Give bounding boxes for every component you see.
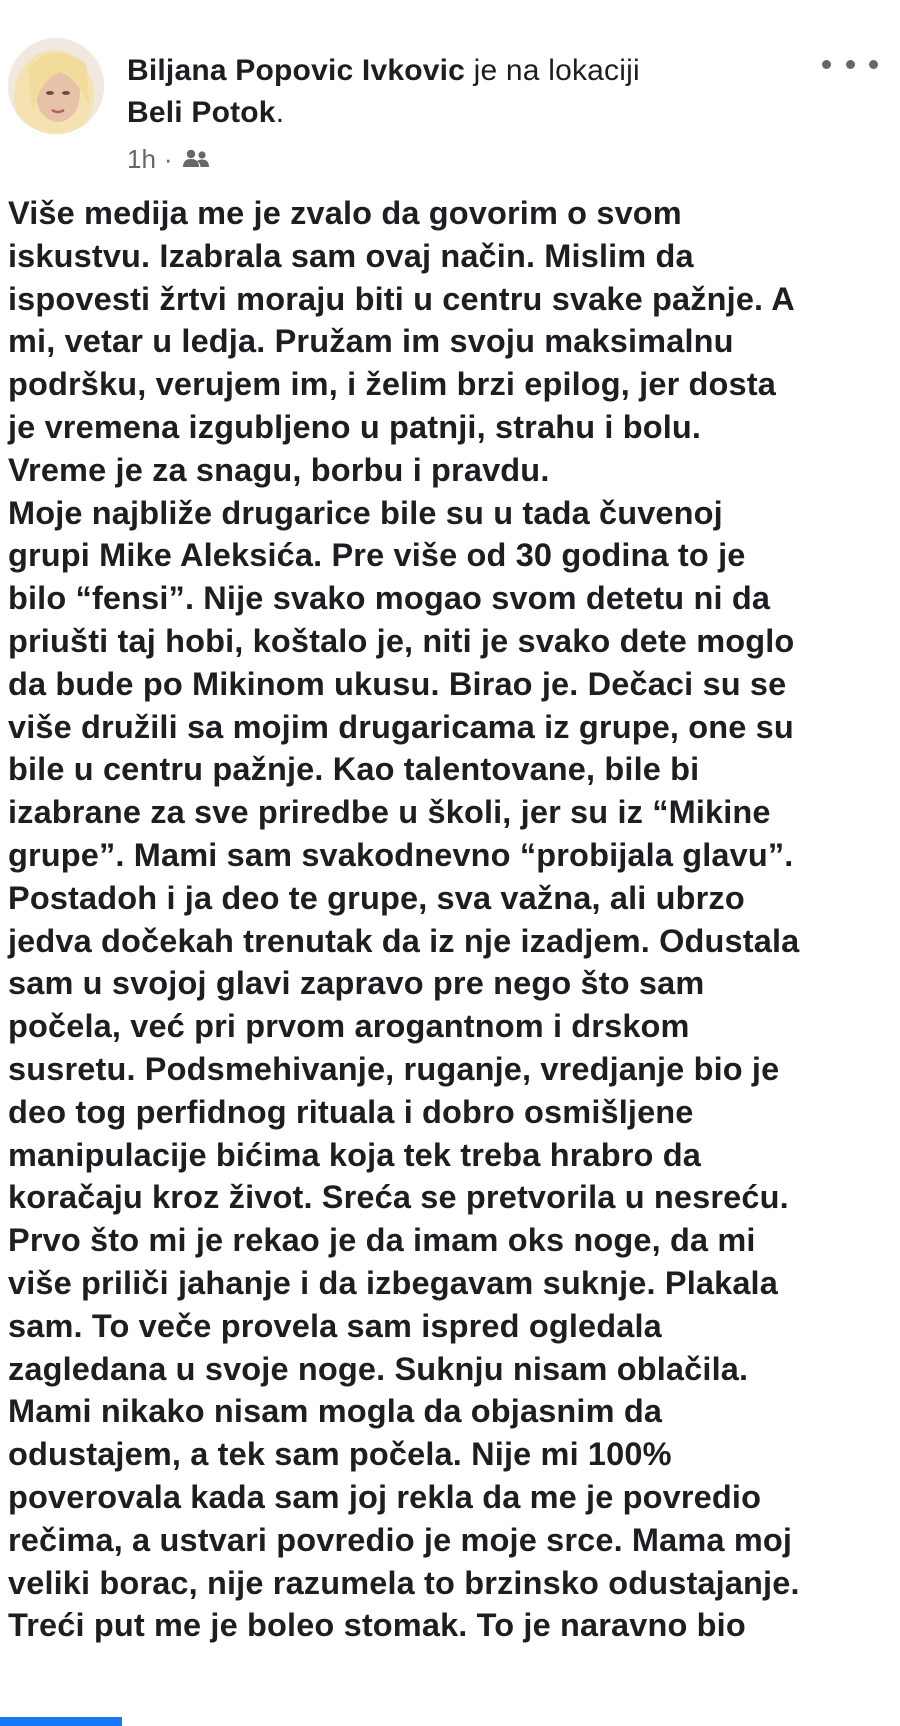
- location-prefix: je na lokaciji: [473, 54, 640, 87]
- post-text-line: podršku, verujem im, i želim brzi epilog, jer dosta: [8, 366, 776, 403]
- post-text-line: je vremena izgubljeno u patnji, strahu i bolu.: [8, 408, 702, 445]
- dot: [846, 60, 855, 69]
- post-text-line: Mami nikako nisam mogla da objasnim da: [8, 1393, 663, 1430]
- author-name[interactable]: Biljana Popovic Ivkovic: [127, 54, 466, 87]
- scroll-indicator: [0, 1717, 122, 1726]
- post-text-line: koračaju kroz život. Sreća se pretvorila u nesreću.: [8, 1179, 789, 1216]
- post-text-line: počela, već pri prvom arogantnom i drskom: [8, 1008, 690, 1045]
- post-text-line: bile u centru pažnje. Kao talentovane, bile bi: [8, 751, 700, 788]
- post-timestamp[interactable]: 1h: [127, 143, 156, 174]
- author-avatar[interactable]: [8, 38, 104, 134]
- more-dots-icon[interactable]: [822, 52, 878, 76]
- dot: [822, 60, 831, 69]
- post-text-line: mi, vetar u ledja. Pružam im svoju maksimalnu: [8, 323, 734, 360]
- post-text-line: Više medija me je zvalo da govorim o svom: [8, 195, 682, 231]
- post-text-line: bilo “fensi”. Nije svako mogao svom detetu ni da: [8, 580, 771, 617]
- post-text-line: grupe”. Mami sam svakodnevno “probijala glavu”.: [8, 836, 794, 873]
- post-author-line: [127, 50, 807, 134]
- post-text-line: Treći put me je boleo stomak. To je naravno bio: [8, 1607, 746, 1644]
- post-text-line: grupi Mike Aleksića. Pre više od 30 godina to je: [8, 537, 746, 574]
- post-body: [8, 192, 886, 1647]
- post-text-line: veliki borac, nije razumela to brzinsko odustajanje.: [8, 1564, 800, 1601]
- post-text-line: jedva dočekah trenutak da iz nje izadjem. Odustala: [8, 922, 800, 959]
- post-text-line: Postadoh i ja deo te grupe, sva važna, ali ubrzo: [8, 879, 745, 916]
- post-text-line: Vreme je za snagu, borbu i pravdu.: [8, 451, 550, 488]
- friends-icon[interactable]: [182, 148, 210, 170]
- post-text-line: izabrane za sve priredbe u školi, jer su iz “Mikine: [8, 794, 771, 831]
- post-text-line: više priliči jahanje i da izbegavam suknje. Plakala: [8, 1264, 778, 1301]
- post-text-line: manipulacije bićima koja tek treba hrabro da: [8, 1136, 701, 1173]
- post-text-line: Prvo što mi je rekao je da imam oks noge, da mi: [8, 1222, 756, 1259]
- post-text-line: ispovesti žrtvi moraju biti u centru svake pažnje. A: [8, 280, 795, 317]
- post-text-line: iskustvu. Izabrala sam ovaj način. Mislim da: [8, 237, 694, 274]
- location-name[interactable]: Beli Potok: [127, 96, 276, 129]
- avatar-photo: [8, 38, 104, 134]
- location-suffix: .: [275, 96, 285, 129]
- post-text-line: više družili sa mojim drugaricama iz grupe, one su: [8, 708, 794, 745]
- post-text-line: priušti taj hobi, koštalo je, niti je svako dete moglo: [8, 622, 795, 659]
- meta-separator: ·: [163, 143, 173, 174]
- post-text-line: odustajem, a tek sam počela. Nije mi 100%: [8, 1436, 672, 1473]
- post-text-line: poverovala kada sam joj rekla da me je povredio: [8, 1478, 762, 1515]
- post-text-line: Moje najbliže drugarice bile su u tada čuvenoj: [8, 494, 723, 531]
- post-text-line: deo tog perfidnog rituala i dobro osmišljene: [8, 1093, 694, 1130]
- post-text-line: da bude po Mikinom ukusu. Birao je. Dečaci su se: [8, 665, 787, 702]
- post-text-line: sam. To veče provela sam ispred ogledala: [8, 1307, 662, 1344]
- dot: [869, 60, 878, 69]
- post-header: [0, 0, 900, 185]
- post-text-line: susretu. Podsmehivanje, ruganje, vredjanje bio je: [8, 1050, 780, 1087]
- post-text-line: rečima, a ustvari povredio je moje srce. Mama moj: [8, 1521, 793, 1558]
- post-text-line: sam u svojoj glavi zapravo pre nego što sam: [8, 965, 705, 1002]
- post-meta: [127, 143, 210, 175]
- post-text-line: zagledana u svoje noge. Suknju nisam oblačila.: [8, 1350, 749, 1387]
